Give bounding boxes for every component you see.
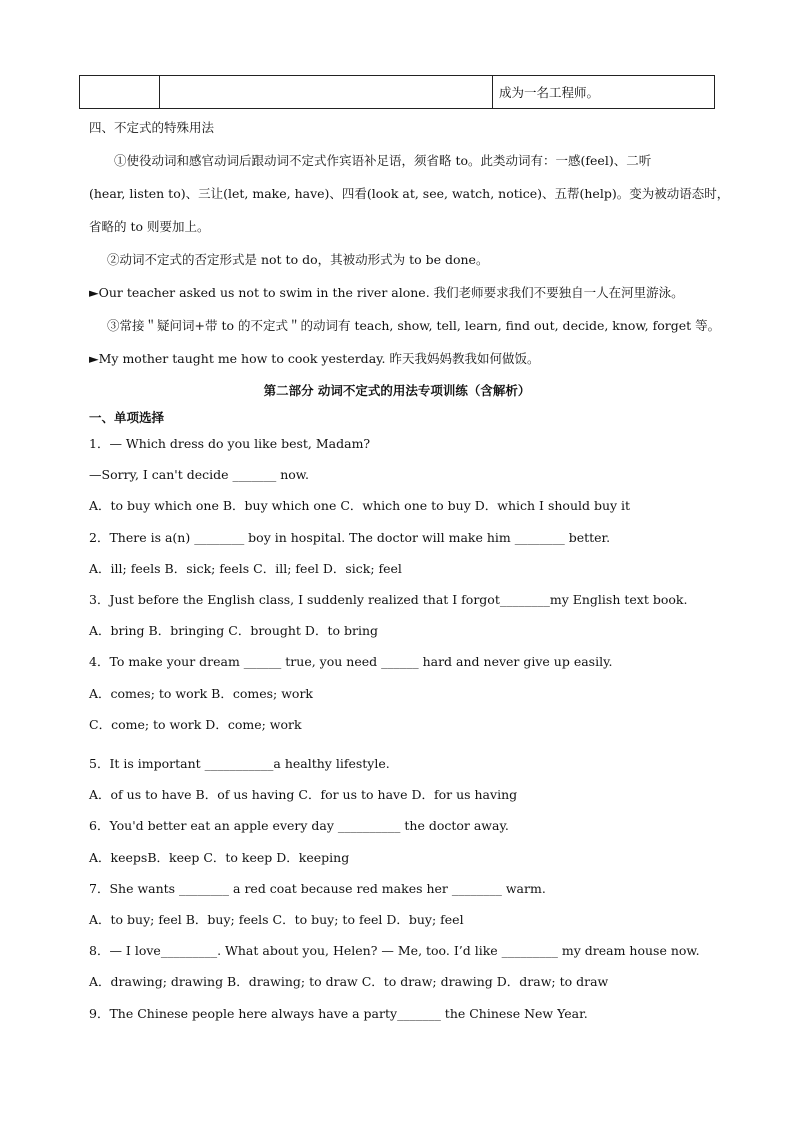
question-line: 6．You'd better eat an apple every day __________ the doctor away.	[89, 818, 509, 833]
table-cell	[160, 76, 493, 109]
question-line: 7．She wants ________ a red coat because red makes her ________ warm.	[89, 881, 546, 896]
answer-table	[79, 75, 715, 109]
question-line: 2．There is a(n) ________ boy in hospital. The doctor will make him ________ better.	[89, 530, 611, 545]
example-sentence: ►My mother taught me how to cook yesterday. 昨天我妈妈教我如何做饭。	[89, 351, 540, 366]
options-line: A．to buy; feel B．buy; feels C．to buy; to feel D．buy; feel	[89, 912, 464, 927]
question-line: —Sorry, I can't decide _______ now.	[89, 467, 309, 482]
example-sentence: ►Our teacher asked us not to swim in the river alone. 我们老师要求我们不要独自一人在河里游泳。	[89, 285, 684, 300]
paragraph-line: 省略的 to 则要加上。	[89, 219, 210, 234]
options-line: A．comes; to work B．comes; work	[89, 686, 314, 701]
options-line: A．drawing; drawing B．drawing; to draw C．to draw; drawing D．draw; to draw	[89, 974, 609, 989]
table-row	[80, 76, 715, 109]
subheading: 一、单项选择	[89, 410, 165, 425]
question-line: 9．The Chinese people here always have a party_______ the Chinese New Year.	[89, 1006, 588, 1021]
question-line: 5．It is important ___________a healthy lifestyle.	[89, 756, 390, 771]
options-line: A．to buy which one B．buy which one C．which one to buy D．which I should buy it	[89, 498, 631, 513]
options-line: A．bring B．bringing C．brought D．to bring	[89, 623, 379, 638]
part-title: 第二部分 动词不定式的用法专项训练（含解析）	[263, 383, 531, 398]
question-line: 1．— Which dress do you like best, Madam?	[89, 436, 371, 451]
question-line: 8．— I love_________. What about you, Helen? — Me, too. I’d like _________ my dream house now.	[89, 943, 700, 958]
table-cell: 成为一名工程师。	[493, 76, 715, 109]
options-line: A．keepsB．keep C．to keep D．keeping	[89, 850, 350, 865]
paragraph-line: ③常接＂疑问词+带 to 的不定式＂的动词有 teach, show, tell, learn, find out, decide, know, forget 等。	[107, 318, 721, 333]
options-line: A．of us to have B．of us having C．for us to have D．for us having	[89, 787, 518, 802]
table-cell	[80, 76, 160, 109]
paragraph-line: ①使役动词和感官动词后跟动词不定式作宾语补足语，须省略 to。此类动词有：一感(feel)、二听	[114, 153, 652, 168]
options-line: A．ill; feels B．sick; feels C．ill; feel D．sick; feel	[89, 561, 402, 576]
question-line: 3．Just before the English class, I suddenly realized that I forgot________my English text book.	[89, 592, 688, 607]
question-line: 4．To make your dream ______ true, you need ______ hard and never give up easily.	[89, 654, 613, 669]
paragraph-line: ②动词不定式的否定形式是 not to do，其被动形式为 to be done。	[107, 252, 489, 267]
paragraph-line: (hear, listen to)、三让(let, make, have)、四看(look at, see, watch, notice)、五帮(help)。变为被动语态时，	[89, 186, 730, 201]
options-line: C．come; to work D．come; work	[89, 717, 302, 732]
section-heading: 四、不定式的特殊用法	[89, 120, 215, 135]
